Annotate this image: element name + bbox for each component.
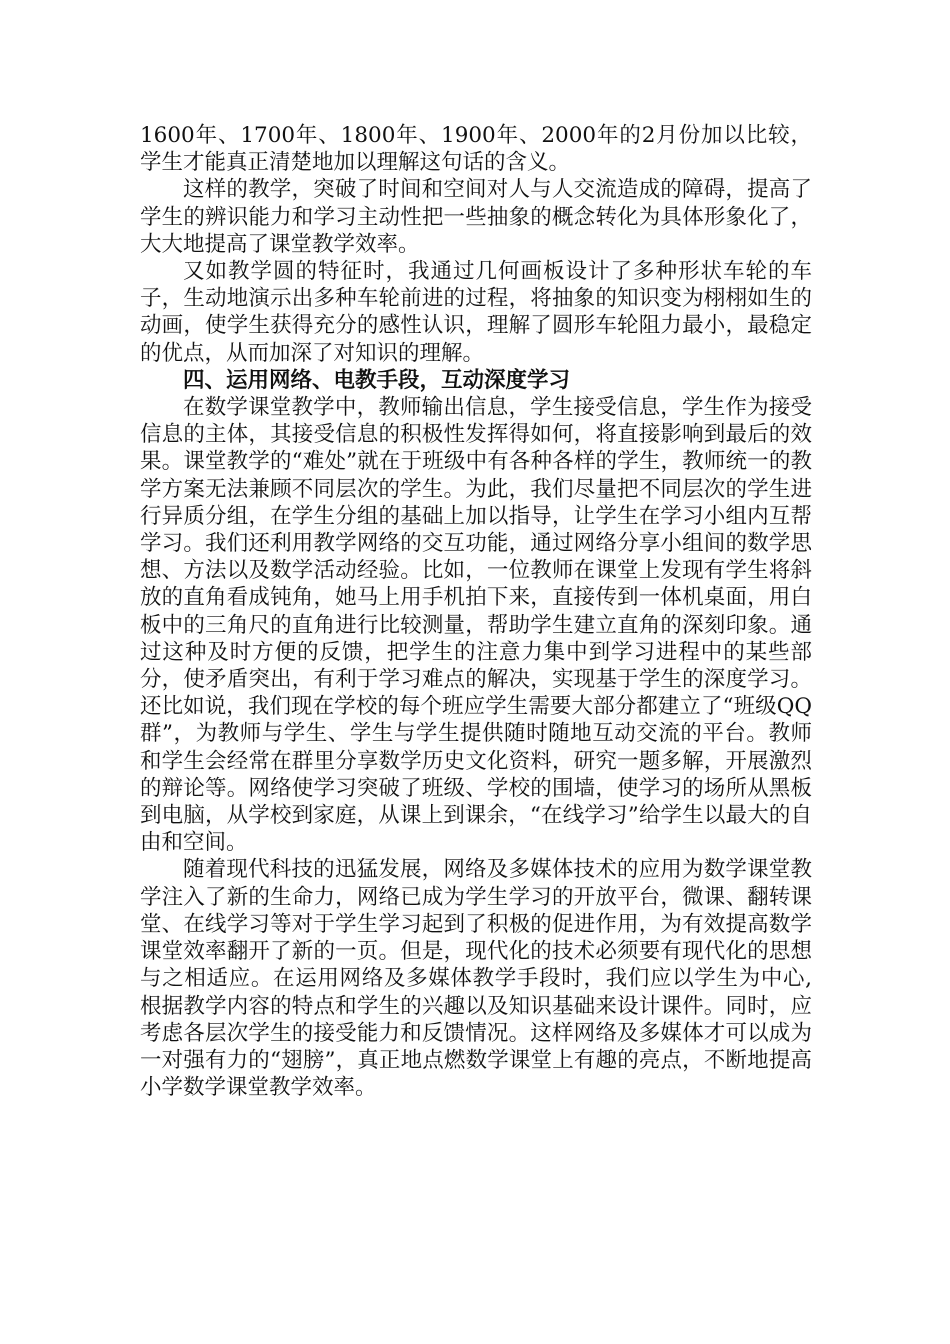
paragraph-conclusion: 随着现代科技的迅猛发展，网络及多媒体技术的应用为数学课堂教学注入了新的生命力，网络已成为学生学习的开放平台，微课、翻转课堂、在线学习等对于学生学习起到了积极的促进作用，为有效提高数学课堂效率翻开了新的一页。但是，现代化的技术必须要有现代化的思想与之相适应。在运用网络及多媒体教学手段时，我们应以学生为中心,根据教学内容的特点和学生的兴趣以及知识基础来设计课件。同时，应考虑各层次学生的接受能力和反馈情况。这样网络及多媒体才可以成为一对强有力的“翅膀”，真正地点燃数学课堂上有趣的亮点，不断地提高小学数学课堂教学效率。 [140,857,812,1101]
paragraph-continued: 1600年、1700年、1800年、1900年、2000年的2月份加以比较，学生才能真正清楚地加以理解这句话的含义。 [140,123,812,176]
paragraph-circle-example: 又如教学圆的特征时，我通过几何画板设计了多种形状车轮的车子，生动地演示出多种车轮前进的过程，将抽象的知识变为栩栩如生的动画，使学生获得充分的感性认识，理解了圆形车轮阻力最小，最稳定的优点，从而加深了对知识的理解。 [140,259,812,366]
section-heading: 四、运用网络、电教手段，互动深度学习 [183,367,571,393]
paragraph-network-interaction: 在数学课堂教学中，教师输出信息，学生接受信息，学生作为接受信息的主体，其接受信息的积极性发挥得如何，将直接影响到最后的效果。课堂教学的“难处”就在于班级中有各种各样的学生，教师统一的教学方案无法兼顾不同层次的学生。为此，我们尽量把不同层次的学生进行异质分组，在学生分组的基础上加以指导，让学生在学习小组内互帮学习。我们还利用教学网络的交互功能，通过网络分享小组间的数学思想、方法以及数学活动经验。比如，一位教师在课堂上发现有学生将斜放的直角看成钝角，她马上用手机拍下来，直接传到一体机桌面，用白板中的三角尺的直角进行比较测量，帮助学生建立直角的深刻印象。通过这种及时方便的反馈，把学生的注意力集中到学习进程中的某些部分，使矛盾突出，有利于学习难点的解决，实现基于学生的深度学习。还比如说，我们现在学校的每个班应学生需要大部分都建立了“班级QQ群”，为教师与学生、学生与学生提供随时随地互动交流的平台。教师和学生会经常在群里分享数学历史文化资料，研究一题多解，开展激烈的辩论等。网络使学习突破了班级、学校的围墙，使学习的场所从黑板到电脑，从学校到家庭，从课上到课余，“在线学习”给学生以最大的自由和空间。 [140,395,812,856]
paragraph-breakthrough: 这样的教学，突破了时间和空间对人与人交流造成的障碍，提高了学生的辨识能力和学习主动性把一些抽象的概念转化为具体形象化了，大大地提高了课堂教学效率。 [140,177,812,257]
document-page [140,122,812,1101]
